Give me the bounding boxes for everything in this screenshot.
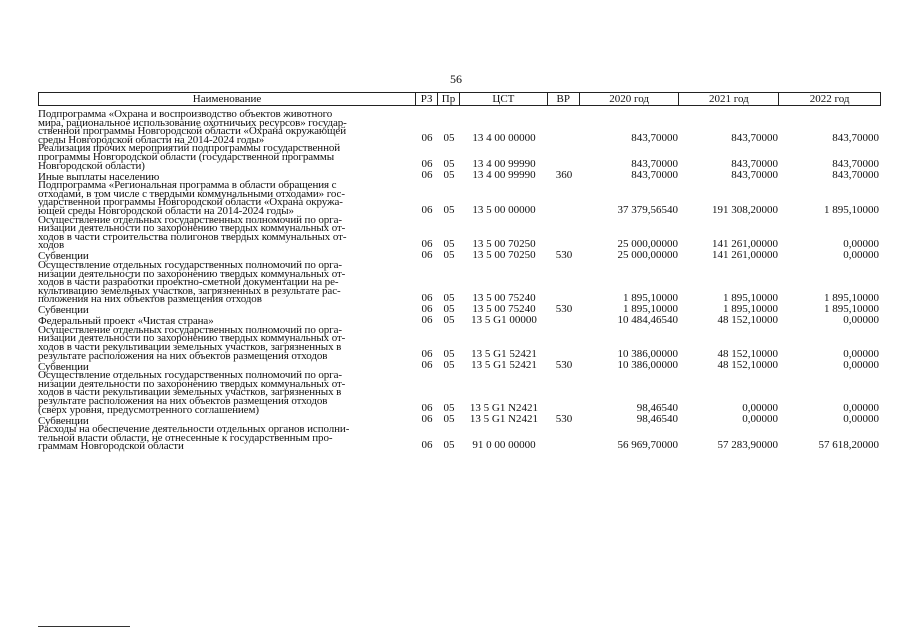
row-name-line: низации деятельности по захоронению твердых коммунальных от- — [38, 267, 346, 280]
row-2020: 843,70000 — [631, 169, 678, 182]
row-name-line: Субвенции — [38, 250, 89, 263]
row-vr: 530 — [555, 413, 573, 426]
row-name-line: Иные выплаты населению — [38, 170, 160, 183]
row-2022: 1 895,10000 — [824, 203, 879, 216]
budget-table — [38, 92, 881, 451]
row-name-line: ударственной программы Новгородской области «Охрана окружа- — [38, 196, 343, 209]
row-2020: 10 386,00000 — [617, 348, 678, 361]
row-name — [38, 323, 416, 362]
row-name — [38, 181, 416, 215]
row-rz: 06 — [421, 248, 433, 261]
row-2020: 98,46540 — [636, 402, 678, 415]
row-name-line: ходов в части рекультивации земельных участков, загрязненных в — [38, 341, 342, 354]
header-2021: 2021 год — [679, 93, 779, 105]
row-rz: 06 — [421, 132, 433, 145]
row-name-line: Федеральный проект «Чистая страна» — [38, 315, 214, 328]
row-vr: 530 — [555, 248, 573, 261]
row-2020: 1 895,10000 — [623, 302, 678, 315]
row-2022: 0,00000 — [843, 359, 879, 372]
row-pr: 05 — [443, 248, 455, 261]
row-name — [38, 144, 416, 170]
row-2020: 37 379,56540 — [617, 203, 678, 216]
row-name-line: Подпрограмма «Региональная программа в области обращения с — [38, 179, 337, 192]
row-cst: 13 4 00 99990 — [472, 158, 536, 171]
row-cst: 13 5 G1 N2421 — [469, 413, 539, 426]
row-2021: 191 308,20000 — [712, 203, 778, 216]
row-rz: 06 — [421, 237, 433, 250]
header-cst: ЦСТ — [460, 93, 548, 105]
row-2020: 1 895,10000 — [623, 291, 678, 304]
row-pr: 05 — [443, 402, 455, 415]
row-cst: 13 5 00 00000 — [472, 203, 536, 216]
row-pr: 05 — [443, 169, 455, 182]
row-2020: 56 969,70000 — [617, 439, 678, 451]
row-cst: 13 4 00 00000 — [472, 132, 536, 145]
row-cst: 13 5 G1 52421 — [471, 348, 537, 361]
row-rz: 06 — [421, 313, 433, 326]
row-2021: 141 261,00000 — [712, 237, 778, 250]
row-name-line: Реализация прочих мероприятий подпрограммы государственной — [38, 142, 341, 155]
row-name-line: Новгородской области) — [38, 159, 145, 172]
row-name-line: ющей среды Новгородской области на 2014-2024 годы» — [38, 204, 294, 217]
row-pr: 05 — [443, 413, 455, 426]
table-row — [38, 425, 881, 451]
row-name-line: культивацию земельных участков, загрязненных в результате рас- — [38, 284, 341, 297]
row-2022: 1 895,10000 — [824, 291, 879, 304]
table-header — [38, 92, 881, 106]
row-rz: 06 — [421, 158, 433, 171]
row-2021: 1 895,10000 — [723, 302, 778, 315]
row-name-line: ходов в части строительства полигонов твердых коммунальных от- — [38, 230, 347, 243]
table-body — [38, 110, 881, 451]
row-name-line: ходов — [38, 239, 65, 252]
row-name — [38, 306, 416, 315]
row-pr: 05 — [443, 132, 455, 145]
row-2021: 57 283,90000 — [717, 439, 778, 451]
row-vr: 530 — [555, 302, 573, 315]
row-cst: 13 5 G1 00000 — [471, 313, 537, 326]
table-row — [38, 258, 881, 306]
table-row — [38, 213, 881, 252]
row-2021: 1 895,10000 — [723, 291, 778, 304]
row-2022: 843,70000 — [832, 158, 879, 171]
row-2022: 0,00000 — [843, 248, 879, 261]
row-rz: 06 — [421, 169, 433, 182]
row-2022: 0,00000 — [843, 402, 879, 415]
table-row — [38, 181, 881, 215]
row-2020: 25 000,00000 — [617, 248, 678, 261]
row-cst: 13 5 00 75240 — [472, 302, 536, 315]
row-cst: 13 5 G1 N2421 — [469, 402, 539, 415]
row-name-line: программы Новгородской области (государственной программы — [38, 150, 335, 163]
table-row — [38, 323, 881, 362]
row-name-line: Осуществление отдельных государственных полномочий по орга- — [38, 369, 342, 382]
row-name-line: тельной власти области, не отнесенные к государственным про- — [38, 431, 333, 444]
row-name — [38, 110, 416, 144]
row-vr: 530 — [555, 359, 573, 372]
row-name-line: Расходы на обеспечение деятельности отдельных органов исполни- — [38, 423, 350, 436]
row-pr: 05 — [443, 302, 455, 315]
row-name-line: Подпрограмма «Охрана и воспроизводство объектов животного — [38, 108, 333, 120]
row-name — [38, 213, 416, 252]
row-2020: 10 386,00000 — [617, 359, 678, 372]
header-2020: 2020 год — [580, 93, 680, 105]
row-name-line: низации деятельности по захоронению твердых коммунальных от- — [38, 377, 346, 390]
row-pr: 05 — [443, 348, 455, 361]
row-name-line: Субвенции — [38, 360, 89, 373]
row-rz: 06 — [421, 402, 433, 415]
row-rz: 06 — [421, 302, 433, 315]
row-rz: 06 — [421, 359, 433, 372]
row-name-line: Осуществление отдельных государственных полномочий по орга- — [38, 323, 342, 336]
row-2021: 141 261,00000 — [712, 248, 778, 261]
row-2021: 843,70000 — [731, 169, 778, 182]
table-row — [38, 144, 881, 170]
row-2020: 843,70000 — [631, 158, 678, 171]
row-pr: 05 — [443, 158, 455, 171]
row-cst: 13 5 00 70250 — [472, 248, 536, 261]
row-2022: 843,70000 — [832, 169, 879, 182]
header-2022: 2022 год — [809, 93, 850, 105]
row-pr: 05 — [443, 439, 455, 451]
row-name-line: граммам Новгородской области — [38, 440, 184, 453]
row-cst: 13 4 00 99990 — [472, 169, 536, 182]
row-name-line: положения на них объектов размещения отходов — [38, 293, 262, 306]
row-name — [38, 258, 416, 306]
header-vr: ВР — [548, 93, 580, 105]
row-name-line: Субвенции — [38, 304, 89, 317]
row-rz: 06 — [421, 203, 433, 216]
header-pr: Пр — [438, 93, 460, 105]
row-vr: 360 — [555, 169, 573, 182]
row-2021: 843,70000 — [731, 158, 778, 171]
table-row — [38, 110, 881, 144]
row-name-line: мира, рациональное использование охотничьих ресурсов» государ- — [38, 116, 347, 129]
row-name-line: ственной программы Новгородской области «Охрана окружающей — [38, 125, 346, 138]
row-name-line: Осуществление отдельных государственных полномочий по орга- — [38, 213, 342, 226]
row-rz: 06 — [421, 413, 433, 426]
row-2021: 0,00000 — [742, 402, 778, 415]
row-cst: 91 0 00 00000 — [472, 439, 536, 451]
row-name-line: результате расположения на них объектов размещения отходов — [38, 349, 328, 362]
row-cst: 13 5 G1 52421 — [471, 359, 537, 372]
row-2020: 10 484,46540 — [617, 313, 678, 326]
row-name-line: низации деятельности по захоронению твердых коммунальных от- — [38, 332, 346, 345]
row-2021: 48 152,10000 — [717, 313, 778, 326]
row-2022: 1 895,10000 — [824, 302, 879, 315]
row-name-line: низации деятельности по захоронению твердых коммунальных от- — [38, 222, 346, 235]
row-name-line: ходов в части рекультивации земельных участков, загрязненных в — [38, 386, 342, 399]
row-2021: 843,70000 — [731, 132, 778, 145]
row-2022: 843,70000 — [832, 132, 879, 145]
row-pr: 05 — [443, 237, 455, 250]
row-name-line: среды Новгородской области на 2014-2024 годы» — [38, 133, 265, 146]
row-name-line: (сверх уровня, предусмотренного соглашением) — [38, 403, 259, 416]
row-name — [38, 425, 416, 451]
row-name — [38, 371, 416, 414]
row-2022: 0,00000 — [843, 313, 879, 326]
table-row — [38, 371, 881, 414]
row-2021: 48 152,10000 — [717, 348, 778, 361]
row-pr: 05 — [443, 359, 455, 372]
row-pr: 05 — [443, 203, 455, 216]
row-rz: 06 — [421, 439, 433, 451]
row-2022: 0,00000 — [843, 413, 879, 426]
row-2022: 0,00000 — [843, 348, 879, 361]
row-cst: 13 5 00 75240 — [472, 291, 536, 304]
footnote-divider — [38, 626, 130, 627]
row-2022: 57 618,20000 — [818, 439, 879, 451]
row-2020: 25 000,00000 — [617, 237, 678, 250]
header-name: Наименование — [39, 93, 416, 105]
row-pr: 05 — [443, 313, 455, 326]
row-cst: 13 5 00 70250 — [472, 237, 536, 250]
row-name-line: отходами, в том числе с твердыми коммунальными отходами» гос- — [38, 187, 345, 200]
row-rz: 06 — [421, 348, 433, 361]
row-2022: 0,00000 — [843, 237, 879, 250]
page-number: 56 — [450, 72, 462, 86]
row-name-line: ходов в части разработки проектно-сметной документации на ре- — [38, 276, 339, 289]
row-rz: 06 — [421, 291, 433, 304]
row-2021: 48 152,10000 — [717, 359, 778, 372]
row-pr: 05 — [443, 291, 455, 304]
row-name-line: Осуществление отдельных государственных полномочий по орга- — [38, 258, 342, 271]
row-2020: 98,46540 — [636, 413, 678, 426]
row-name-line: результате расположения на них объектов размещения отходов — [38, 395, 328, 408]
row-name-line: Субвенции — [38, 414, 89, 427]
header-rz: РЗ — [416, 93, 438, 105]
row-2021: 0,00000 — [742, 413, 778, 426]
row-2020: 843,70000 — [631, 132, 678, 145]
